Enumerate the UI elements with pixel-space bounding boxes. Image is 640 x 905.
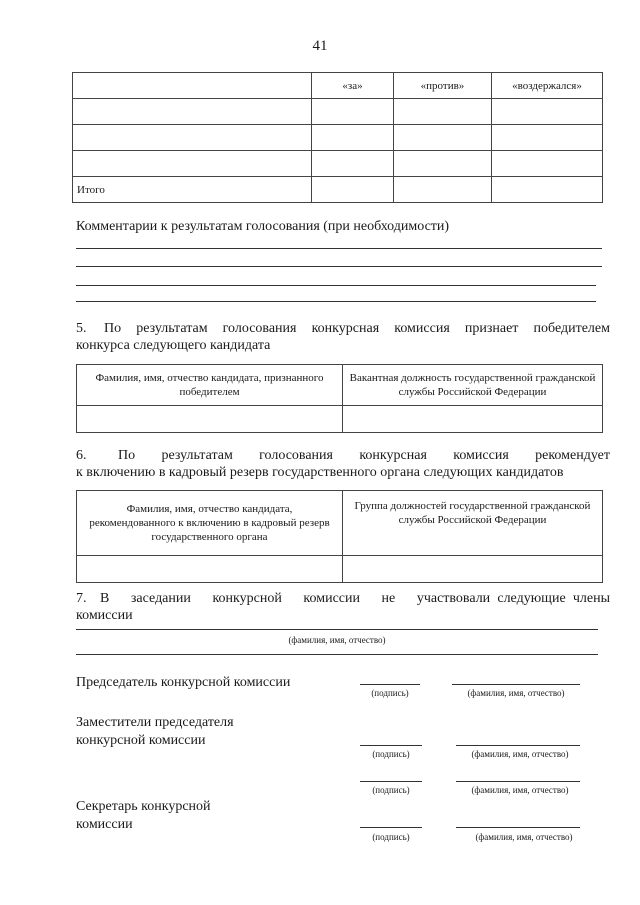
vote-table bbox=[72, 72, 603, 203]
name-caption: (фамилия, имя, отчество) bbox=[471, 749, 569, 759]
deputies-label-line1: Заместители председателя bbox=[76, 715, 234, 730]
reserve-group-cell[interactable] bbox=[343, 556, 603, 583]
secretary-label-line1: Секретарь конкурсной bbox=[76, 799, 211, 814]
deputies-label-line2: конкурсной комиссии bbox=[76, 733, 206, 748]
vote-cell bbox=[394, 125, 492, 151]
section6-text-line1: По результатам голосования конкурсная комиссия рекомендует bbox=[118, 448, 610, 463]
signature-caption: (подпись) bbox=[371, 688, 409, 698]
table-row bbox=[73, 151, 603, 177]
vote-cell bbox=[312, 125, 394, 151]
absent-members-line[interactable] bbox=[76, 629, 598, 630]
comment-line[interactable] bbox=[76, 266, 602, 267]
comment-line[interactable] bbox=[76, 301, 596, 302]
winner-table-header bbox=[77, 365, 603, 406]
vote-cell bbox=[492, 177, 603, 203]
table-row bbox=[73, 125, 603, 151]
vote-cell bbox=[394, 99, 492, 125]
reserve-table-header bbox=[77, 491, 603, 556]
section6-number: 6. bbox=[76, 448, 87, 463]
vote-header-abstained: «воздержался» bbox=[492, 73, 603, 99]
vote-header-cell bbox=[73, 73, 312, 99]
winner-table bbox=[76, 364, 603, 433]
name-caption: (фамилия, имя, отчество) bbox=[475, 832, 573, 842]
absent-members-caption: (фамилия, имя, отчество) bbox=[288, 635, 386, 645]
reserve-group-header: Группа должностей государственной гражданской службы Российской Федерации bbox=[343, 491, 603, 556]
absent-members-line[interactable] bbox=[76, 654, 598, 655]
comment-line[interactable] bbox=[76, 248, 602, 249]
chairman-signature-line[interactable] bbox=[360, 684, 420, 685]
vote-total-row bbox=[73, 177, 603, 203]
table-row bbox=[77, 556, 603, 583]
signature-caption: (подпись) bbox=[372, 749, 410, 759]
vote-header-against: «против» bbox=[394, 73, 492, 99]
secretary-name-line[interactable] bbox=[456, 827, 580, 828]
section5-text-line2: конкурса следующего кандидата bbox=[76, 338, 271, 353]
vote-cell bbox=[492, 151, 603, 177]
chairman-name-line[interactable] bbox=[452, 684, 580, 685]
vote-cell bbox=[73, 125, 312, 151]
vote-table-header bbox=[73, 73, 603, 99]
deputy-signature-line[interactable] bbox=[360, 781, 422, 782]
deputy-name-line[interactable] bbox=[456, 745, 580, 746]
comments-label: Комментарии к результатам голосования (при необходимости) bbox=[76, 219, 450, 234]
vote-header-for: «за» bbox=[312, 73, 394, 99]
section7-number: 7. bbox=[76, 591, 87, 606]
reserve-name-header: Фамилия, имя, отчество кандидата, рекомендованного к включению в кадровый резерв государственного органа bbox=[77, 491, 343, 556]
table-row bbox=[73, 99, 603, 125]
vote-cell bbox=[394, 151, 492, 177]
section5-number: 5. bbox=[76, 321, 87, 336]
section6-text-line2: к включению в кадровый резерв государственного органа следующих кандидатов bbox=[76, 465, 564, 480]
winner-position-header: Вакантная должность государственной гражданской службы Российской Федерации bbox=[343, 365, 603, 406]
section7-text-line1: В заседании конкурсной комиссии не участвовали следующие члены bbox=[100, 591, 610, 606]
vote-cell bbox=[492, 99, 603, 125]
name-caption: (фамилия, имя, отчество) bbox=[467, 688, 565, 698]
vote-cell bbox=[312, 177, 394, 203]
table-row bbox=[77, 406, 603, 433]
comment-line[interactable] bbox=[76, 285, 596, 286]
vote-cell bbox=[73, 151, 312, 177]
section5-text-line1: По результатам голосования конкурсная комиссия признает победителем bbox=[104, 321, 610, 336]
deputy-signature-line[interactable] bbox=[360, 745, 422, 746]
reserve-table bbox=[76, 490, 603, 583]
signature-caption: (подпись) bbox=[372, 832, 410, 842]
vote-cell bbox=[312, 99, 394, 125]
deputy-name-line[interactable] bbox=[456, 781, 580, 782]
winner-name-header: Фамилия, имя, отчество кандидата, признанного победителем bbox=[77, 365, 343, 406]
winner-name-cell[interactable] bbox=[77, 406, 343, 433]
vote-total-label: Итого bbox=[73, 177, 312, 203]
vote-cell bbox=[492, 125, 603, 151]
chairman-label: Председатель конкурсной комиссии bbox=[76, 675, 291, 690]
vote-cell bbox=[312, 151, 394, 177]
vote-cell bbox=[73, 99, 312, 125]
section7-text-line2: комиссии bbox=[76, 608, 133, 623]
winner-position-cell[interactable] bbox=[343, 406, 603, 433]
vote-cell bbox=[394, 177, 492, 203]
secretary-label-line2: комиссии bbox=[76, 817, 133, 832]
page-number: 41 bbox=[312, 38, 328, 54]
reserve-name-cell[interactable] bbox=[77, 556, 343, 583]
name-caption: (фамилия, имя, отчество) bbox=[471, 785, 569, 795]
signature-caption: (подпись) bbox=[372, 785, 410, 795]
secretary-signature-line[interactable] bbox=[360, 827, 422, 828]
